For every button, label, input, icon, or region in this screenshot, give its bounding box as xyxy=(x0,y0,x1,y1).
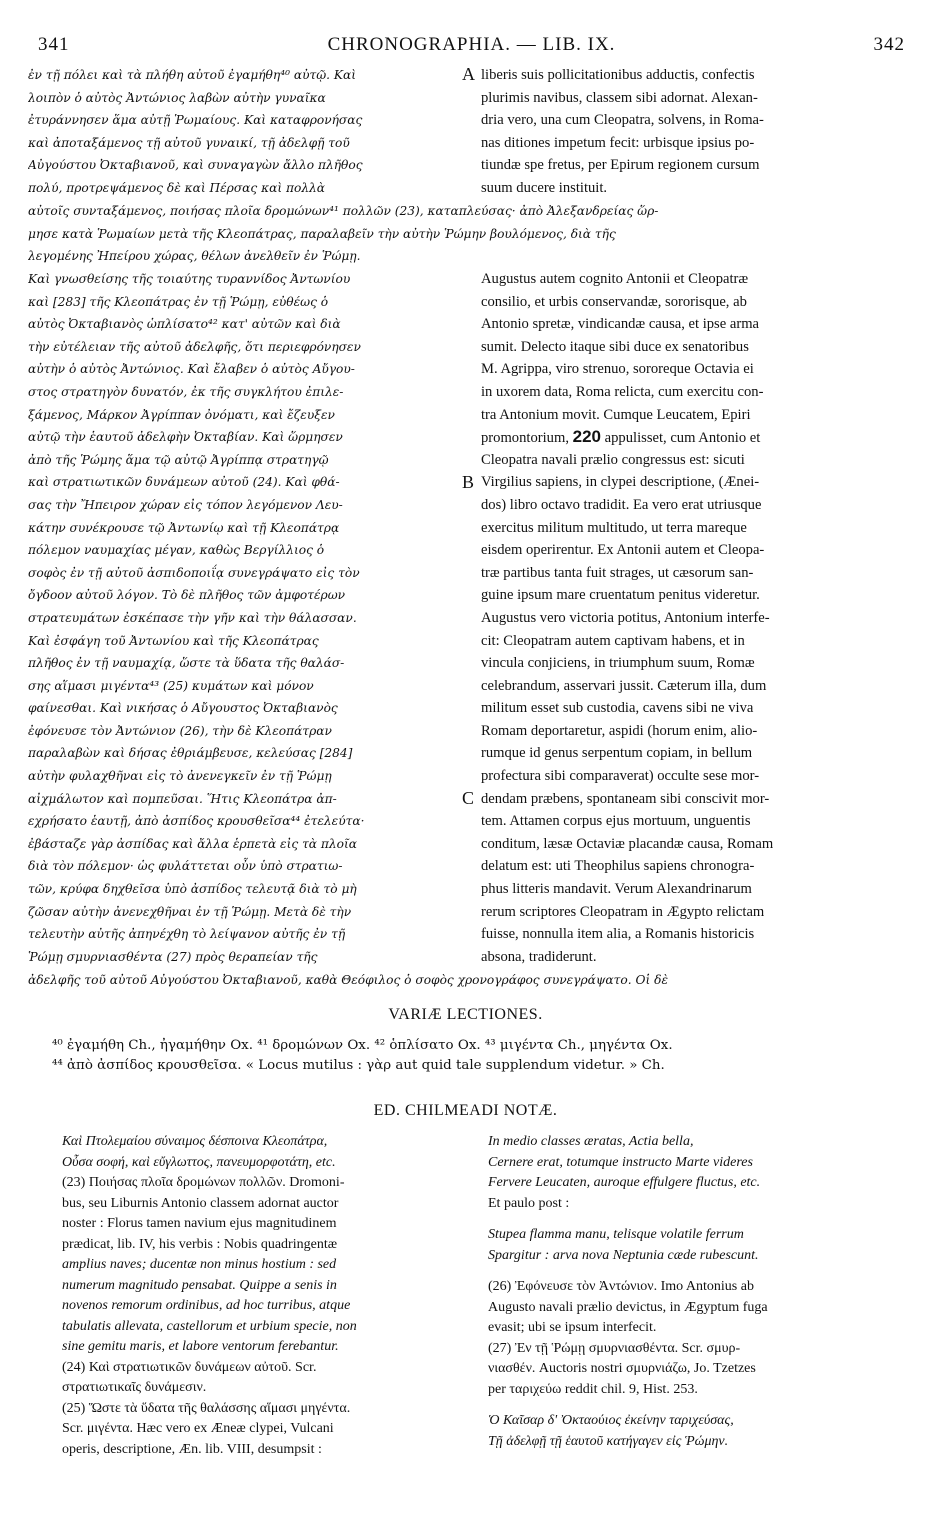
text-line: suum ducere instituit. xyxy=(481,179,608,196)
text-line: tem. Attamen corpus ejus mortuum, unguentis xyxy=(481,813,751,830)
note-line: Scr. μιγέντα. Hæc vero ex Æneæ clypei, Vulcani xyxy=(62,1421,334,1436)
note-line: Καὶ Πτολεμαίου σύναιμος δέσποινα Κλεοπάτρα, xyxy=(62,1134,328,1149)
text-line: εχρήσατο ἑαυτῇ, ἀπὸ ἀσπίδος κρουσθεῖσα⁴⁴ ἐτελεύτα· xyxy=(28,814,365,829)
text-line: διὰ τὸν πόλεμον· ὡς φυλάττεται οὖν ὑπὸ στρατιω- xyxy=(28,859,343,874)
note-line: (26) Ἐφόνευσε τὸν Ἀντώνιον. Imo Antonius ab xyxy=(488,1279,754,1294)
notes-column-left xyxy=(62,1132,466,1460)
text-line: conditum, læsæ Octaviæ placandæ causa, Romam xyxy=(481,835,774,852)
text-line: αὐτὸς Ὀκταβιανὸς ὡπλίσατο⁴² κατ' αὐτῶν καὶ διὰ xyxy=(28,317,341,332)
note-line: amplius naves; ducentæ non minus hostium : sed xyxy=(62,1257,337,1272)
text-line: Augustus vero victoria potitus, Antonium interfe- xyxy=(481,609,770,626)
note-spacer xyxy=(488,1400,908,1411)
text-line: καὶ ἀποταξάμενος τῇ αὐτοῦ γυναικί, τῇ ἀδελφῇ τοῦ xyxy=(28,135,350,150)
text-line: αὐτὴν φυλαχθῆναι εἰς τὸ ἀνενεγκεῖν ἐν τῇ Ῥώμῃ xyxy=(28,769,332,784)
note-line: στρατιωτικαῖς δυνάμεσιν. xyxy=(62,1380,207,1395)
greek-column-top xyxy=(28,64,461,200)
variant-line: ⁴⁴ ἀπὸ ἀσπίδος κρουσθεῖσα. « Locus mutilus : γὰρ aut quid tale supplendum videtur. » Ch. xyxy=(52,1058,665,1073)
text-line: guine ipsum mare cruentatum penitus videretur. xyxy=(481,587,760,604)
note-line: sine gemitu maris, et labore ventorum ferebantur. xyxy=(62,1339,339,1354)
text-line: tra Antonium movit. Cumque Leucatem, Epiri xyxy=(481,406,751,423)
note-line: Et paulo post : xyxy=(488,1195,570,1211)
text-line: λεγομένης Ἠπείρου χώρας, θέλων ἀνελθεῖν ἐν Ῥώμῃ. xyxy=(28,249,361,264)
text-line: Romam deportaretur, aspidi (horum enim, alio- xyxy=(481,722,758,739)
note-line: (23) Ποιήσας πλοῖα δρομώνων πολλῶν. Dromoni- xyxy=(62,1175,345,1190)
text-line: κάτην συνέκρουσε τῷ Ἀντωνίῳ καὶ τῇ Κλεοπάτρᾳ xyxy=(28,520,340,535)
note-line: (27) Ἐν τῇ Ῥώμῃ σμυρνιασθέντα. Scr. σμυρ- xyxy=(488,1340,741,1356)
text-line: cit: Cleopatram autem captivam habens, et in xyxy=(481,632,745,649)
text-line: eisdem operirentur. Ex Antonii autem et Cleopa- xyxy=(481,542,765,559)
text-line: ἐτυράννησεν ἅμα αὐτῇ Ῥωμαίους. Καὶ καταφρονήσας xyxy=(28,113,363,128)
text-line: λοιπὸν ὁ αὐτὸς Ἀντώνιος λαβὼν αὐτὴν γυναῖκα xyxy=(28,90,326,105)
text-line: sumit. Delecto itaque sibi duce ex senatoribus xyxy=(481,338,749,355)
text-line: vincula conjiciens, in triumphum suum, Romæ xyxy=(481,655,755,672)
text-line: πλῆθος ἐν τῇ ναυμαχίᾳ, ὥστε τὰ ὕδατα τῆς θαλάσ- xyxy=(28,656,345,671)
note-line: evasit; ubi se ipsum interfecit. xyxy=(488,1320,657,1335)
text-line: in uxorem data, Roma relicta, cum exercitu con- xyxy=(481,383,764,400)
page-number-right: 342 xyxy=(873,34,905,55)
text-line: αὐτὴν ὁ αὐτὸς Ἀντώνιος. Καὶ ἔλαβεν ὁ αὐτὸς Αὔγου- xyxy=(28,362,355,377)
margin-letter-a: A xyxy=(462,64,475,84)
text-line: dendam præbens, spontaneam sibi conscivit mor- xyxy=(481,790,770,807)
text-line: dria vero, una cum Cleopatra, solvens, in Roma- xyxy=(481,112,764,129)
text-line: Αὐγούστου Ὀκταβιανοῦ, καὶ συναγαγὼν ἄλλο πλῆθος xyxy=(28,158,363,173)
text-line: ξάμενος, Μάρκον Ἀγρίππαν ὀνόματι, καὶ ἔζευξεν xyxy=(28,407,335,422)
text-line: στρατευμάτων ἐσκέπασε τὴν γῆν καὶ τὴν θάλασσαν. xyxy=(28,610,357,625)
running-title: CHRONOGRAPHIA. — LIB. IX. xyxy=(327,34,616,55)
note-line: Spargitur : arva nova Neptunia cæde rubescunt. xyxy=(488,1247,759,1263)
note-line: prædicat, lib. IV, his verbis : Nobis quadringentæ xyxy=(62,1236,338,1252)
variae-lectiones xyxy=(52,1036,905,1076)
text-line: Augustus autem cognito Antonii et Cleopatræ xyxy=(481,271,749,287)
text-line: Cleopatra navali prælio congressus est: sicuti xyxy=(481,451,745,468)
text-line: Καὶ ἐσφάγη τοῦ Ἀντωνίου καὶ τῆς Κλεοπάτρας xyxy=(28,633,319,648)
note-line: tabulatis allevata, castellorum et urbium specie, non xyxy=(62,1318,357,1334)
text-line: αὐτοῖς συνταξάμενος, ποιήσας πλοῖα δρομώνων⁴¹ πολλῶν (23), καταπλεύσας· ἀπὸ Ἀλεξανδρείας ὥρ- xyxy=(28,204,659,218)
text-line-with-page-marker xyxy=(481,426,906,449)
text-line: exercitus militum multitudo, ut terra mareque xyxy=(481,519,747,536)
page-number-left: 341 xyxy=(38,34,70,55)
text-line: ἀδελφῆς τοῦ αὐτοῦ Αὐγούστου Ὀκταβιανοῦ, καθὰ Θεόφιλος ὁ σοφὸς χρονογράφος συνεγράψατο. Οἱ δὲ xyxy=(28,973,668,987)
latin-column-main xyxy=(481,268,906,968)
text-line: φαίνεσθαι. Καὶ νικήσας ὁ Αὔγουστος Ὀκταβιανὸς xyxy=(28,701,338,716)
text-line: rerum scriptores Cleopatram in Ægypto relictam xyxy=(481,903,765,920)
greek-full-width-2 xyxy=(28,969,906,992)
text-line: phus litteris mandavit. Verum Alexandrinarum xyxy=(481,881,752,898)
text-fragment: promontorium, xyxy=(481,430,569,447)
note-line: (24) Καὶ στρατιωτικῶν δυνάμεων αὐτοῦ. Scr. xyxy=(62,1359,317,1375)
text-line: træ partibus tanta fuit strages, ut cæsorum san- xyxy=(481,564,754,581)
note-line: νιασθέν. Auctoris nostri σμυρνιάζω, Jo. Tzetzes xyxy=(488,1361,756,1376)
note-spacer xyxy=(488,1266,908,1277)
text-line: σας τὴν Ἤπειρον χώραν εἰς τόπον λεγόμενον Λευ- xyxy=(28,497,343,512)
text-line: ζῶσαν αὐτὴν ἀνενεχθῆναι ἐν τῇ Ῥώμῃ. Μετὰ δὲ τὴν xyxy=(28,904,352,919)
text-line: αἰχμάλωτον καὶ πομπεῦσαι. Ἥτις Κλεοπάτρα ἀπ- xyxy=(28,791,337,806)
text-line: delatum est: uti Theophilus sapiens chronogra- xyxy=(481,858,755,875)
text-line: καὶ στρατιωτικῶν δυνάμεων αὐτοῦ (24). Καὶ φθά- xyxy=(28,475,340,490)
text-line: absona, tradiderunt. xyxy=(481,948,597,965)
note-line: Augusto navali prælio devictus, in Ægyptum fuga xyxy=(488,1299,768,1315)
text-line: ἐβάσταζε γὰρ ἀσπίδας καὶ ἄλλα ἑρπετὰ εἰς τὰ πλοῖα xyxy=(28,836,357,851)
text-line: liberis suis pollicitationibus adductis, confectis xyxy=(481,67,755,83)
text-line: Καὶ γνωσθείσης τῆς τοιαύτης τυραννίδος Ἀντωνίου xyxy=(28,272,351,286)
text-line: fuisse, nonnulla item alia, a Romanis historicis xyxy=(481,926,755,943)
text-line: μησε κατὰ Ῥωμαίων μετὰ τῆς Κλεοπάτρας, παραλαβεῖν τὴν αὐτὴν Ῥώμην βουλόμενος, διὰ τῆς xyxy=(28,226,616,241)
note-spacer xyxy=(488,1214,908,1225)
note-line: per ταριχεύω reddit chil. 9, Hist. 253. xyxy=(488,1381,698,1397)
text-line: Antonio spretæ, vindicandæ causa, et ipse arma xyxy=(481,316,760,333)
text-line: Ῥώμῃ σμυρνιασθέντα (27) πρὸς θεραπείαν τῆς xyxy=(28,949,318,964)
note-line: Stupea flamma manu, telisque volatile ferrum xyxy=(488,1227,744,1242)
text-line: τῶν, κρύφα δηχθεῖσα ὑπὸ ἀσπίδος τελευτᾷ διὰ τὸ μὴ xyxy=(28,882,357,897)
text-line: nas ditiones impetum fecit: urbisque ipsius po- xyxy=(481,134,755,151)
text-line: dos) libro octavo tradidit. Ea vero erat utriusque xyxy=(481,496,762,513)
text-line: militum esset sub custodia, cavens sibi ne viva xyxy=(481,700,754,717)
variae-heading: VARIÆ LECTIONES. xyxy=(388,1006,543,1023)
text-line: παραλαβὼν καὶ δήσας ἐθριάμβευσε, κελεύσας [284] xyxy=(28,746,353,761)
greek-full-width-1 xyxy=(28,200,906,268)
text-line: ὄγδοον αὐτοῦ λόγον. Τὸ δὲ πλῆθος τῶν ἀμφοτέρων xyxy=(28,588,346,603)
text-line: ἐφόνευσε τὸν Ἀντώνιον (26), τὴν δὲ Κλεοπάτραν xyxy=(28,723,332,738)
margin-letter-b: B xyxy=(462,472,475,492)
text-line: πολύ, προτρεψάμενος δὲ καὶ Πέρσας καὶ πολλὰ xyxy=(28,180,325,195)
text-line: σοφὸς ἐν τῇ αὐτοῦ ἀσπιδοποιΐᾳ συνεγράψατο εἰς τὸν xyxy=(28,565,360,580)
note-line: In medio classes æratas, Actia bella, xyxy=(488,1134,694,1149)
text-line: τὴν εὐτέλειαν τῆς αὐτοῦ ἀδελφῆς, ὅτι περιεφρόνησεν xyxy=(28,339,361,354)
margin-letter-c: C xyxy=(462,788,475,808)
notes-heading: ED. CHILMEADI NOTÆ. xyxy=(373,1102,558,1119)
page-marker: 220 xyxy=(572,427,601,447)
note-line: noster : Florus tamen navium ejus magnitudinem xyxy=(62,1216,337,1231)
text-line: celebrandum, asservari jussit. Cæterum illa, dum xyxy=(481,677,767,694)
note-line: (25) Ὥστε τὰ ὕδατα τῆς θαλάσσης αἵμασι μηγέντα. xyxy=(62,1400,351,1416)
text-line: consilio, et urbis conservandæ, sororisque, ab xyxy=(481,293,747,310)
note-line: Ὁ Καῖσαρ δ' Ὀκταούιος ἐκείνην ταριχεύσας, xyxy=(488,1413,734,1428)
text-line: σης αἵμασι μιγέντα⁴³ (25) κυμάτων καὶ μόνον xyxy=(28,678,314,693)
text-line: αὐτῷ τὴν ἑαυτοῦ ἀδελφὴν Ὀκταβίαν. Καὶ ὥρμησεν xyxy=(28,430,343,445)
note-line: Cernere erat, totumque instructo Marte videres xyxy=(488,1154,753,1170)
note-line: Τῇ ἀδελφῇ τῇ ἑαυτοῦ κατήγαγεν εἰς Ῥώμην. xyxy=(488,1433,729,1449)
greek-column-main xyxy=(28,268,461,968)
note-line: Οὖσα σοφή, καὶ εὔγλωττος, πανευμορφοτάτη, etc. xyxy=(62,1154,336,1170)
text-line: ἀπὸ τῆς Ῥώμης ἅμα τῷ αὐτῷ Ἀγρίππᾳ στρατηγῷ xyxy=(28,452,329,467)
note-line: operis, descriptione, Æn. lib. VIII, desumpsit : xyxy=(62,1441,322,1457)
text-line: στος στρατηγὸν δυνατόν, ἐκ τῆς συγκλήτου ἐπιλε- xyxy=(28,384,344,399)
note-line: novenos remorum ordinibus, ad hoc turribus, atque xyxy=(62,1298,351,1313)
text-fragment: appulisset, cum Antonio et xyxy=(604,430,761,447)
note-line: numerum magnitudo pensabat. Quippe a senis in xyxy=(62,1277,337,1293)
text-line: tiundæ spe fretus, per Epirum regionem cursum xyxy=(481,157,760,174)
text-line: πόλεμον ναυμαχίας μέγαν, καθὼς Βεργίλλιος ὁ xyxy=(28,543,325,558)
note-line: Fervere Leucaten, auroque effulgere fluctus, etc. xyxy=(488,1175,761,1190)
text-line: καὶ [283] τῆς Κλεοπάτρας ἐν τῇ Ῥώμῃ, εὐθέως ὁ xyxy=(28,294,329,309)
text-line: rumque id genus serpentum copiam, in bellum xyxy=(481,745,753,762)
variant-line: ⁴⁰ ἐγαμήθη Ch., ἠγαμήθην Ox. ⁴¹ δρομώνων Ox. ⁴² ὁπλίσατο Ox. ⁴³ μιγέντα Ch., μηγέντα Ox. xyxy=(52,1038,673,1053)
latin-column-top xyxy=(481,64,906,200)
running-header xyxy=(38,34,905,60)
text-line: τελευτὴν αὐτῆς ἀπηνέχθη τὸ λείψανον αὐτῆς ἐν τῇ xyxy=(28,927,346,942)
text-line: Virgilius sapiens, in clypei descriptione, (Ænei- xyxy=(481,474,760,491)
note-line: bus, seu Liburnis Antonio classem adornat auctor xyxy=(62,1195,339,1211)
text-line: profectura sibi comparaverat) occulte sese mor- xyxy=(481,768,760,785)
text-line: ἐν τῇ πόλει καὶ τὰ πλήθη αὐτοῦ ἐγαμήθη⁴⁰ αὐτῷ. Καὶ xyxy=(28,68,357,82)
text-line: plurimis navibus, classem sibi adornat. Alexan- xyxy=(481,89,758,106)
text-line: M. Agrippa, viro strenuo, sororeque Octavia ei xyxy=(481,361,754,378)
notes-column-right xyxy=(488,1132,908,1452)
